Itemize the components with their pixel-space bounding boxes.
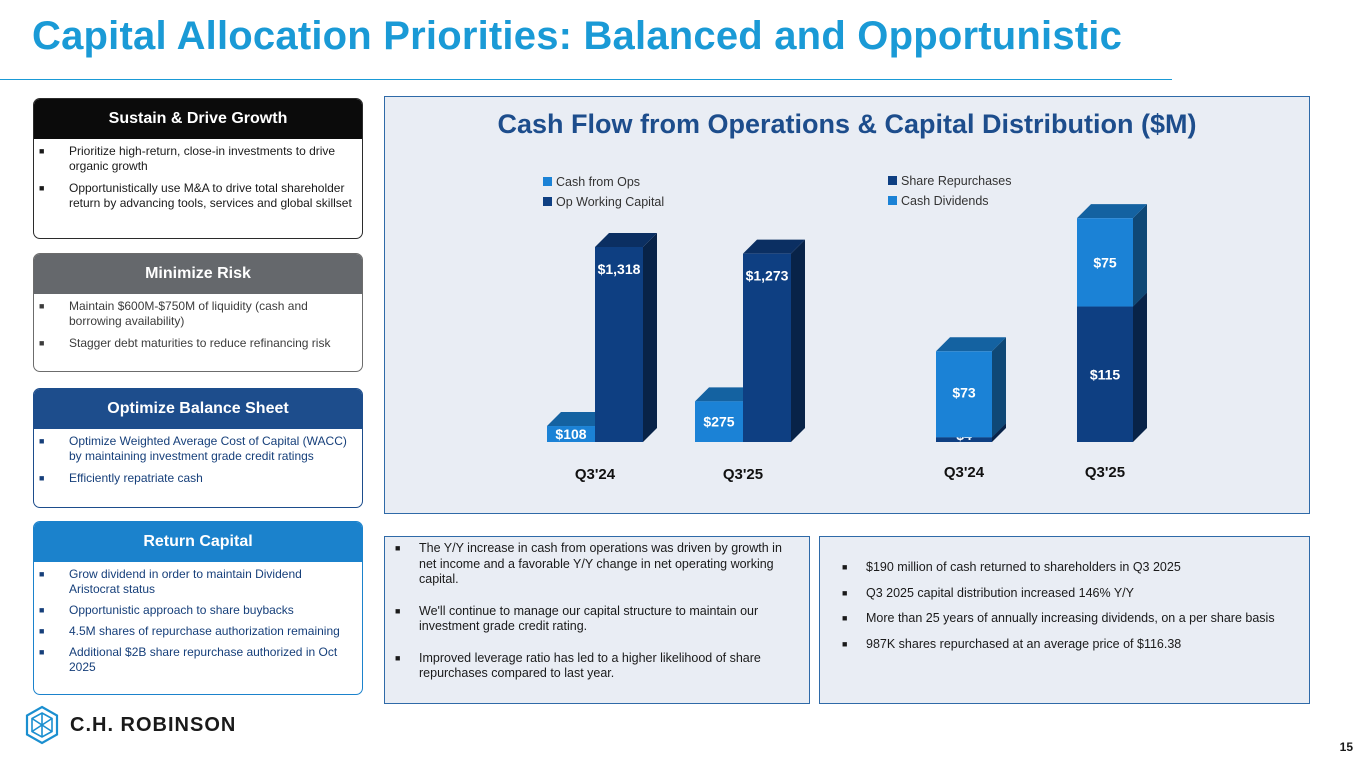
cash-flow-chart — [385, 97, 1311, 515]
bar-cash-dividends-side — [1133, 204, 1147, 306]
page-number: 15 — [1339, 740, 1353, 754]
card-minimize-risk — [33, 253, 363, 372]
list-item: ■ Opportunistic approach to share buybacks — [39, 603, 354, 618]
legend-swatch — [543, 197, 552, 206]
data-label: $75 — [1093, 254, 1117, 271]
tick-label: Q3'25 — [1084, 464, 1126, 481]
list-item: ■ 987K shares repurchased at an average price of $116.38 — [842, 637, 1299, 653]
list-item: ■ Prioritize high-return, close-in investments to drive organic growth — [39, 144, 354, 174]
card-heading: Return Capital — [34, 522, 362, 562]
notes-left-panel — [384, 536, 810, 704]
tick-label: Q3'25 — [722, 466, 764, 483]
list-item: ■ Improved leverage ratio has led to a higher likelihood of share repurchases compared to last year. — [395, 651, 799, 682]
list-item: ■ The Y/Y increase in cash from operations was driven by growth in net income and a favorable Y/Y change in net operating working capital. — [395, 541, 799, 588]
legend-entry: Cash from Ops — [556, 175, 641, 189]
logo-hex-icon — [24, 705, 60, 745]
list-item: ■ Maintain $600M-$750M of liquidity (cash and borrowing availability) — [39, 299, 354, 329]
legend-swatch — [543, 177, 552, 186]
tick-label: Q3'24 — [943, 464, 985, 481]
page-title: Capital Allocation Priorities: Balanced and Opportunistic — [32, 14, 1123, 58]
data-label: $1,273 — [745, 267, 789, 284]
card-sustain-growth — [33, 98, 363, 239]
notes-right-panel — [819, 536, 1310, 704]
list-item: ■ $190 million of cash returned to shareholders in Q3 2025 — [842, 560, 1299, 576]
bar-op-working-capital-side — [643, 233, 657, 442]
bar-op-working-capital-side — [791, 240, 805, 442]
legend-entry: Cash Dividends — [901, 194, 989, 208]
bar-cash-dividends-side — [992, 337, 1006, 437]
list-item: ■ Q3 2025 capital distribution increased 146% Y/Y — [842, 586, 1299, 602]
company-logo — [24, 705, 236, 745]
list-item: ■ Efficiently repatriate cash — [39, 471, 354, 486]
logo-text: C.H. ROBINSON — [70, 713, 237, 736]
legend-swatch — [888, 196, 897, 205]
data-label: $108 — [555, 426, 587, 443]
list-item: ■ We'll continue to manage our capital structure to maintain our investment grade credit rating. — [395, 604, 799, 635]
list-item: ■ More than 25 years of annually increasing dividends, on a per share basis — [842, 611, 1299, 627]
list-item: ■ Additional $2B share repurchase authorized in Oct 2025 — [39, 645, 354, 675]
list-item: ■ 4.5M shares of repurchase authorization remaining — [39, 624, 354, 639]
list-item: ■ Stagger debt maturities to reduce refinancing risk — [39, 336, 354, 351]
card-heading: Optimize Balance Sheet — [34, 389, 362, 429]
card-return-capital — [33, 521, 363, 695]
title-divider — [0, 79, 1172, 80]
tick-label: Q3'24 — [574, 466, 616, 483]
legend-entry: Share Repurchases — [901, 174, 1012, 188]
list-item: ■ Optimize Weighted Average Cost of Capital (WACC) by maintaining investment grade credit ratings — [39, 434, 354, 464]
legend-entry: Op Working Capital — [556, 195, 665, 209]
card-heading: Sustain & Drive Growth — [34, 99, 362, 139]
legend-swatch — [888, 176, 897, 185]
chart-title: Cash Flow from Operations & Capital Distribution ($M) — [497, 109, 1197, 139]
data-label: $275 — [703, 413, 735, 430]
data-label: $73 — [952, 384, 976, 401]
bar-share-repurchases-side — [1133, 293, 1147, 442]
chart-panel — [384, 96, 1310, 514]
data-label: $1,318 — [597, 261, 641, 277]
card-heading: Minimize Risk — [34, 254, 362, 294]
data-label: $115 — [1089, 366, 1121, 383]
list-item: ■ Grow dividend in order to maintain Dividend Aristocrat status — [39, 567, 354, 597]
list-item: ■ Opportunistically use M&A to drive total shareholder return by advancing tools, services and global skillset — [39, 181, 354, 211]
card-optimize-balance-sheet — [33, 388, 363, 508]
